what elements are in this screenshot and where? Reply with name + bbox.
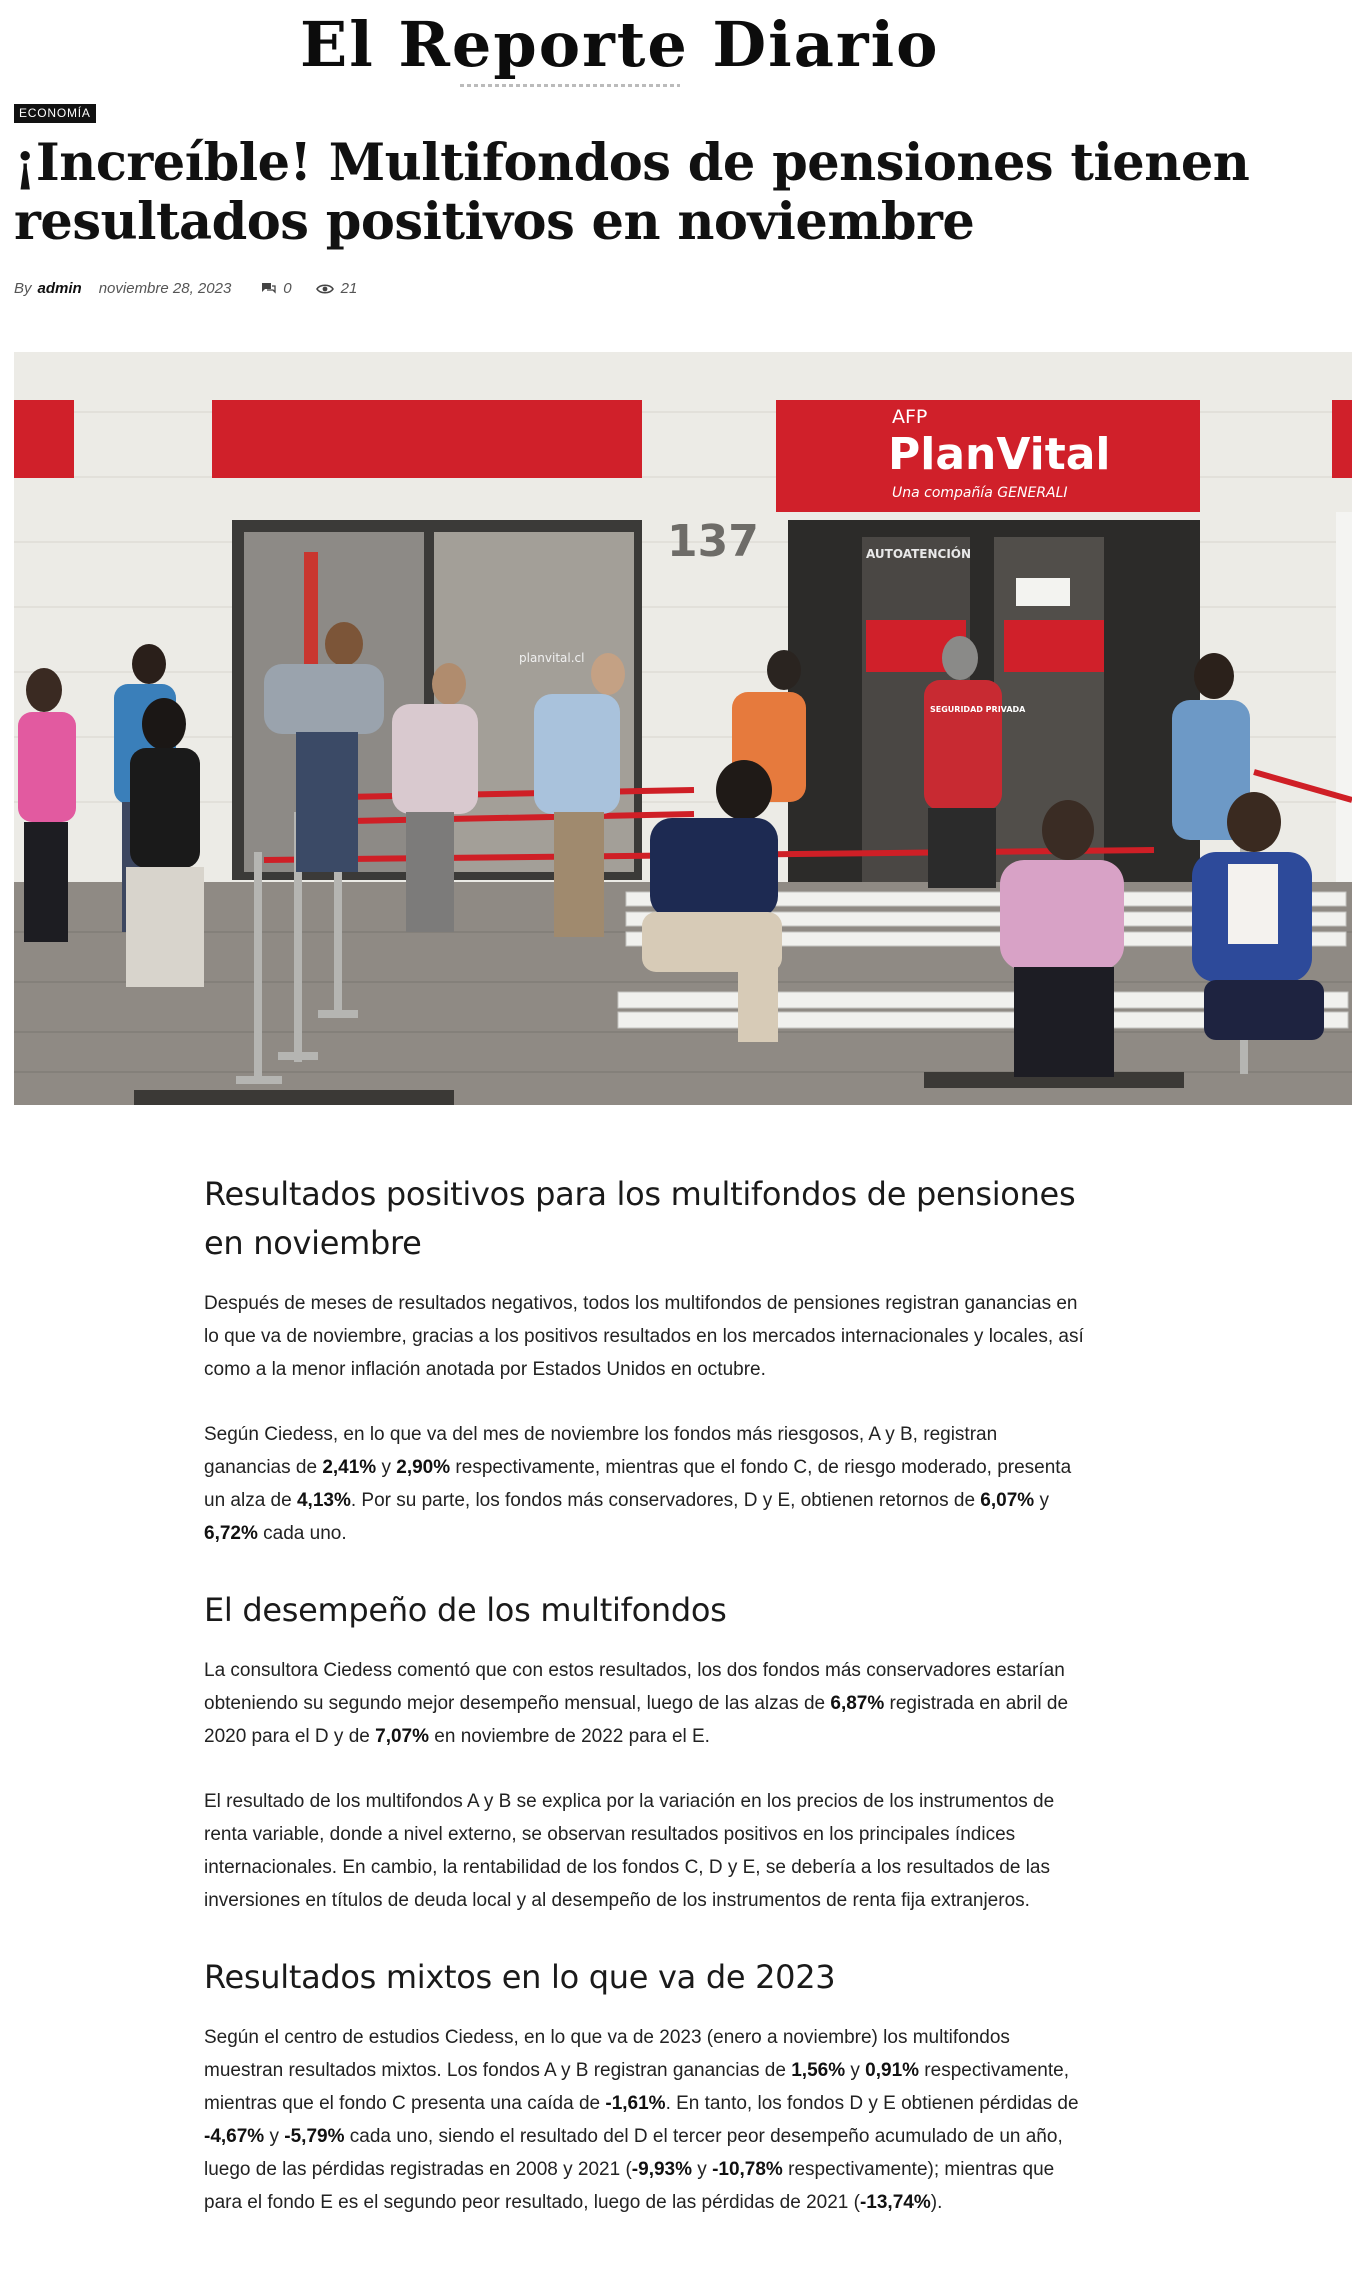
category-badge[interactable]: ECONOMÍA	[14, 104, 96, 123]
section-heading: Resultados mixtos en lo que va de 2023	[204, 1958, 836, 1996]
text-run: y	[264, 2126, 285, 2147]
text-run: ).	[930, 2192, 943, 2213]
publish-date: noviembre 28, 2023	[98, 280, 232, 297]
figure-value: 6,07%	[980, 1490, 1035, 1511]
figure-value: 4,13%	[296, 1490, 351, 1511]
text-run: y	[376, 1457, 397, 1478]
text-run: y	[1034, 1490, 1049, 1511]
paragraph	[204, 1287, 1084, 1386]
figure-value: 0,91%	[865, 2060, 920, 2081]
figure-value: -9,93%	[631, 2159, 692, 2180]
logo-subline	[460, 84, 680, 87]
figure-value: -10,78%	[712, 2159, 783, 2180]
text-run: Según el centro de estudios Ciedess, en lo que va de 2023 (enero a noviembre) los multifondos muestran resultados mixtos. Los fondos A y B registran ganancias de	[204, 2027, 1010, 2081]
text-run: El resultado de los multifondos A y B se explica por la variación en los precios de los instrumentos de renta variable, donde a nivel externo, se observan resultados positivos en los principales índices internacionales. En cambio, la rentabilidad de los fondos C, D y E, se debería a los resultados de las inversiones en títulos de deuda local y al desempeño de los instrumentos de renta fija extranjeros.	[204, 1791, 1055, 1911]
text-run: en noviembre de 2022 para el E.	[429, 1726, 710, 1747]
text-run: cada uno.	[257, 1523, 347, 1544]
door-sign: AUTOATENCIÓN	[866, 547, 972, 561]
figure-value: 1,56%	[791, 2060, 846, 2081]
figure-value: 7,07%	[375, 1726, 429, 1747]
views-value: 21	[340, 280, 358, 297]
text-run: cada uno, siendo el resultado del D el tercer peor desempeño acumulado de un año, luego de las pérdidas registradas en 2008 y 2021 (	[204, 2126, 1063, 2180]
text-run: Después de meses de resultados negativos, todos los multifondos de pensiones registran ganancias en lo que va de noviembre, gracias a los positivos resultados en los mercados internacionales y locales, así como a la menor inflación anotada por Estados Unidos en octubre.	[204, 1293, 1084, 1380]
window-text: planvital.cl	[519, 651, 585, 665]
street-number: 137	[667, 516, 759, 567]
text-run: respectivamente); mientras que para el fondo E es el segundo peor resultado, luego de las pérdidas de 2021 (	[204, 2159, 1055, 2213]
figure-value: -5,79%	[284, 2126, 345, 2147]
text-run: . En tanto, los fondos D y E obtienen pérdidas de	[665, 2093, 1079, 2114]
article-meta	[14, 280, 381, 297]
site-logo[interactable]: El Reporte Diario	[300, 8, 940, 81]
figure-value: -1,61%	[605, 2093, 666, 2114]
masthead	[0, 0, 1366, 100]
sign-brand: PlanVital	[888, 429, 1111, 480]
sign-tagline: Una compañía GENERALI	[892, 485, 1068, 501]
figure-value: 6,72%	[204, 1523, 258, 1544]
paragraph	[204, 1654, 1084, 1753]
text-run: registrada en abril de 2020 para el D y de	[204, 1693, 1069, 1747]
section-heading: Resultados positivos para los multifondos de pensiones en noviembre	[204, 1175, 1076, 1262]
sign-brand-small: AFP	[892, 406, 928, 428]
text-run: respectivamente, mientras que el fondo C presenta una caída de	[204, 2060, 1069, 2114]
text-run: respectivamente, mientras que el fondo C, de riesgo moderado, presenta un alza de	[204, 1457, 1072, 1511]
section-1	[204, 1170, 1084, 1550]
figure-value: 2,90%	[396, 1457, 451, 1478]
section-3	[204, 1953, 1084, 2219]
figure-value: -13,74%	[859, 2192, 931, 2213]
figure-value: -4,67%	[204, 2126, 265, 2147]
text-run: . Por su parte, los fondos más conservadores, D y E, obtienen retornos de	[350, 1490, 981, 1511]
views-count	[316, 280, 358, 297]
section-heading: El desempeño de los multifondos	[204, 1591, 727, 1629]
comments-value: 0	[283, 280, 292, 297]
paragraph	[204, 2021, 1084, 2219]
text-run: y	[845, 2060, 866, 2081]
paragraph	[204, 1785, 1084, 1917]
figure-value: 6,87%	[830, 1693, 885, 1714]
vest-text: SEGURIDAD PRIVADA	[930, 705, 1026, 714]
text-run: Según Ciedess, en lo que va del mes de noviembre los fondos más riesgosos, A y B, registran ganancias de	[204, 1424, 998, 1478]
author-link[interactable]: admin	[37, 280, 82, 297]
article-headline: ¡Increíble! Multifondos de pensiones tienen resultados positivos en noviembre	[14, 133, 1250, 252]
by-label: By	[14, 280, 32, 297]
eye-icon	[316, 283, 334, 295]
comments-count[interactable]	[261, 280, 291, 297]
comment-icon	[261, 282, 276, 295]
section-2	[204, 1586, 1084, 1917]
text-run: La consultora Ciedess comentó que con estos resultados, los dos fondos más conservadores estarían obteniendo su segundo mejor desempeño mensual, luego de las alzas de	[204, 1660, 1065, 1714]
text-run: y	[692, 2159, 713, 2180]
paragraph	[204, 1418, 1084, 1550]
article-body	[204, 1170, 1084, 2219]
figure-value: 2,41%	[322, 1457, 377, 1478]
hero-image	[14, 352, 1352, 1105]
